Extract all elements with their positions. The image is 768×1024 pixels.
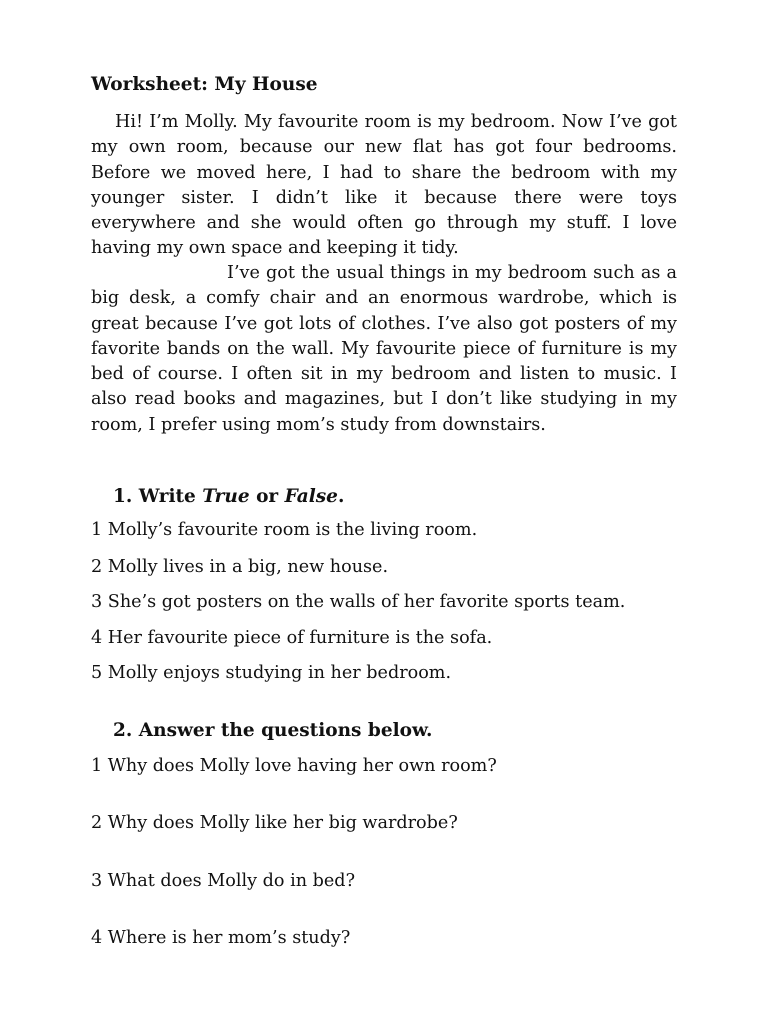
question-item: 2 Why does Molly like her big wardrobe? bbox=[91, 813, 458, 833]
false-word: False bbox=[284, 486, 338, 507]
or-word: or bbox=[249, 486, 285, 507]
true-false-item: 5 Molly enjoys studying in her bedroom. bbox=[91, 663, 452, 683]
reading-paragraph-1: Hi! I’m Molly. My favourite room is my bedroom. Now I’ve got my own room, because our new flat has got four bedrooms. Before we moved here, I had to share the bedroom with my younger sister. I didn’t like it because there were toys everywhere and she would often go through my stuff. I love having my own space and keeping it tidy. bbox=[91, 112, 677, 259]
question-item: 4 Where is her mom’s study? bbox=[91, 928, 351, 948]
true-word: True bbox=[202, 486, 250, 507]
exercise-1-number: 1. bbox=[113, 486, 133, 507]
worksheet-title: Worksheet: My House bbox=[91, 74, 318, 95]
true-false-item: 1 Molly’s favourite room is the living room. bbox=[91, 520, 478, 540]
exercise-2-heading bbox=[113, 720, 432, 741]
question-item: 1 Why does Molly love having her own room? bbox=[91, 756, 497, 776]
question-item: 3 What does Molly do in bed? bbox=[91, 871, 356, 891]
exercise-1-suffix: . bbox=[337, 486, 345, 507]
reading-paragraph-2: I’ve got the usual things in my bedroom such as a big desk, a comfy chair and an enormous wardrobe, which is great because I’ve got lots of clothes. I’ve also got posters of my favorite bands on the wall. My favourite piece of furniture is my bed of course. I often sit in my bedroom and listen to music. I also read books and magazines, but I don’t like studying in my room, I prefer using mom’s study from downstairs. bbox=[91, 263, 677, 435]
exercise-2-number: 2. bbox=[113, 720, 133, 741]
true-false-item: 2 Molly lives in a big, new house. bbox=[91, 557, 389, 577]
true-false-item: 4 Her favourite piece of furniture is the sofa. bbox=[91, 628, 493, 648]
exercise-1-heading bbox=[113, 486, 344, 507]
exercise-1-prefix: Write bbox=[138, 486, 203, 507]
true-false-item: 3 She’s got posters on the walls of her favorite sports team. bbox=[91, 592, 626, 612]
exercise-2-title: Answer the questions below. bbox=[138, 720, 433, 741]
